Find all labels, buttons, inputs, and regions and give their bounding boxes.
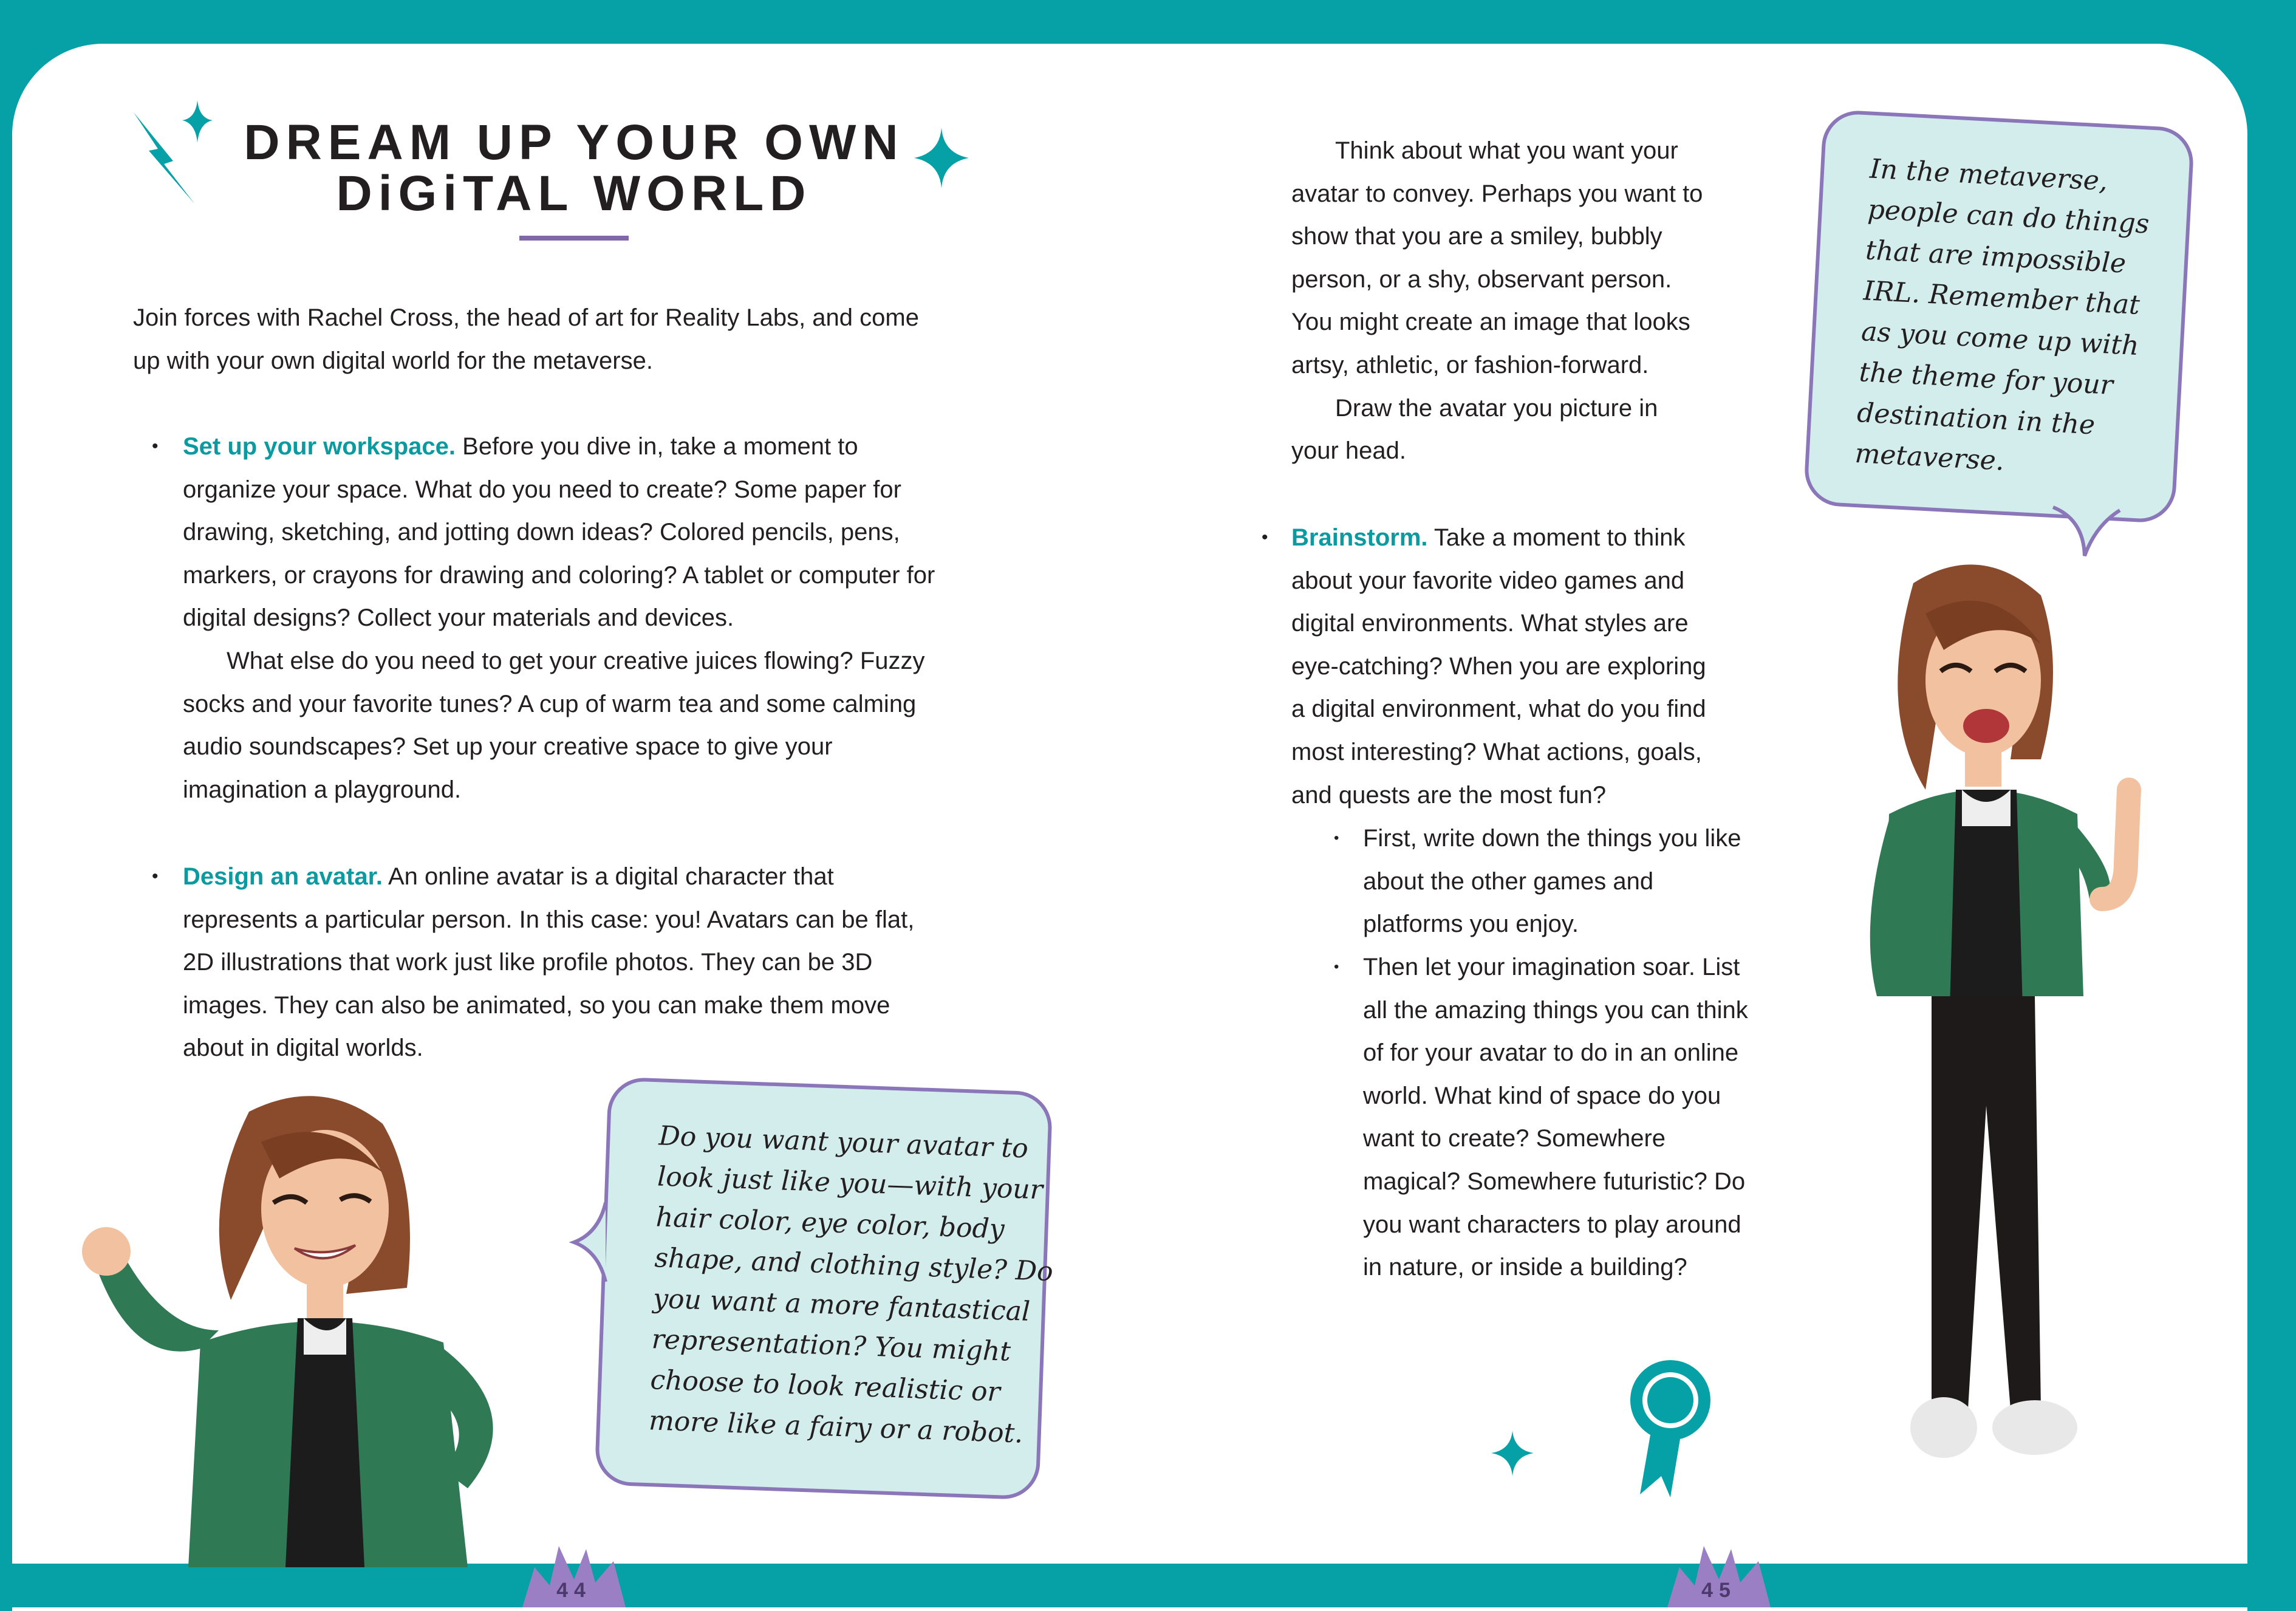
bullet-lead: Brainstorm.: [1291, 524, 1428, 551]
bullet-brainstorm: [1291, 516, 1706, 816]
text-line: Take a moment to think: [1427, 524, 1686, 551]
text-line: your head.: [1291, 437, 1407, 465]
text-line: First, write down the things you like: [1363, 825, 1741, 852]
text-line: 2D illustrations that work just like profile photos. They can be 3D: [183, 949, 873, 976]
text-line: you want characters to play around: [1363, 1211, 1741, 1238]
bullet: •: [152, 866, 159, 886]
text-line: Think about what you want your: [1335, 137, 1678, 164]
text-line: shape, and clothing style? Do: [654, 1242, 1054, 1288]
sparkle-icon: [1491, 1431, 1534, 1476]
sub-bullet: •: [1334, 959, 1339, 975]
sub-bullet-second: [1363, 946, 1748, 1289]
page-number: 45: [1701, 1579, 1737, 1602]
page-title: DREAM UP YOUR OWN: [244, 115, 904, 170]
text-line: artsy, athletic, or fashion-forward.: [1291, 351, 1649, 378]
text-line: In the metaverse,: [1869, 153, 2109, 197]
text-line: represents a particular person. In this case: you! Avatars can be flat,: [183, 906, 915, 933]
bullet-lead: Set up your workspace.: [183, 433, 456, 460]
text-line: you want a more fantastical: [652, 1283, 1031, 1327]
text-line: markers, or crayons for drawing and coloring? A tablet or computer for: [183, 561, 935, 589]
text-line: audio soundscapes? Set up your creative space to give your: [183, 733, 833, 761]
bullet-workspace: [183, 425, 935, 811]
bottom-band: [0, 1564, 2296, 1607]
text-line: destination in the: [1856, 397, 2096, 441]
text-line: that are impossible: [1865, 234, 2127, 279]
text-line: magical? Somewhere futuristic? Do: [1363, 1168, 1746, 1195]
text-line: Draw the avatar you picture in: [1335, 394, 1658, 422]
text-line: socks and your favorite tunes? A cup of warm tea and some calming: [183, 690, 917, 717]
bullet-lead: Design an avatar.: [183, 863, 383, 890]
text-line: drawing, sketching, and jotting down ideas? Colored pencils, pens,: [183, 519, 900, 546]
speech-bubble-tail: [2053, 507, 2120, 556]
sub-bullet: •: [1334, 830, 1339, 846]
text-line: Do you want your avatar to: [658, 1120, 1029, 1165]
text-line: all the amazing things you can think: [1363, 996, 1748, 1024]
text-line: want to create? Somewhere: [1363, 1125, 1666, 1152]
text-line: of for your avatar to do in an online: [1363, 1039, 1739, 1067]
bullet-avatar: [183, 855, 914, 1070]
text-line: digital environments. What styles are: [1291, 610, 1689, 637]
text-line: metaverse.: [1854, 437, 2006, 477]
intro-paragraph: [133, 296, 919, 382]
text-line: Before you dive in, take a moment to: [456, 433, 858, 460]
speech-bubble: [1803, 109, 2195, 524]
text-line: show that you are a smiley, bubbly: [1291, 223, 1662, 250]
text-line: about your favorite video games and: [1291, 567, 1685, 594]
text-line: What else do you need to get your creative juices flowing? Fuzzy: [227, 647, 925, 674]
avatar-character-illustration: [79, 1087, 565, 1567]
bullet: •: [1262, 527, 1268, 547]
text-line: images. They can also be animated, so you can make them move: [183, 991, 890, 1019]
speech-bubble: [594, 1076, 1053, 1500]
page-number: 44: [556, 1579, 592, 1602]
text-line: imagination a playground.: [183, 776, 462, 803]
text-line: Then let your imagination soar. List: [1363, 954, 1740, 980]
text-line: most interesting? What actions, goals,: [1291, 738, 1702, 765]
text-line: the theme for your: [1858, 357, 2114, 401]
text-line: platforms you enjoy.: [1363, 911, 1579, 938]
text-line: more like a fairy or a robot.: [648, 1405, 1024, 1449]
speech-bubble-tail: [574, 1203, 610, 1282]
text-line: up with your own digital world for the metaverse.: [133, 347, 653, 374]
text-line: Join forces with Rachel Cross, the head of art for Reality Labs, and come: [133, 304, 919, 331]
text-line: a digital environment, what do you find: [1291, 696, 1706, 723]
page-number-badge: [522, 1543, 626, 1607]
text-line: about the other games and: [1363, 867, 1654, 895]
award-ribbon-icon: [1628, 1358, 1713, 1497]
text-line: You might create an image that looks: [1291, 309, 1690, 336]
text-line: choose to look realistic or: [649, 1364, 1001, 1408]
avatar-paragraph: [1291, 129, 1703, 473]
text-line: about in digital worlds.: [183, 1035, 423, 1062]
page-number-badge: [1667, 1543, 1771, 1607]
text-line: avatar to convey. Perhaps you want to: [1291, 180, 1703, 207]
text-line: organize your space. What do you need to create? Some paper for: [183, 476, 901, 503]
text-line: in nature, or inside a building?: [1363, 1254, 1687, 1281]
text-line: people can do things: [1867, 194, 2150, 240]
text-line: person, or a shy, observant person.: [1291, 265, 1672, 293]
bullet: •: [152, 436, 159, 456]
text-line: as you come up with: [1860, 316, 2140, 362]
title-underline: [519, 236, 629, 241]
text-line: world. What kind of space do you: [1363, 1082, 1721, 1109]
text-line: representation? You might: [651, 1324, 1011, 1367]
text-line: hair color, eye color, body: [655, 1202, 1005, 1245]
sub-bullet-first: [1363, 817, 1741, 946]
page-title-line-2: DiGiTAL WORLD: [336, 166, 812, 221]
text-line: and quests are the most fun?: [1291, 781, 1607, 809]
text-line: An online avatar is a digital character that: [383, 863, 834, 890]
avatar-character-illustration: [1840, 559, 2205, 1488]
text-line: eye-catching? When you are exploring: [1291, 652, 1706, 680]
text-line: digital designs? Collect your materials and devices.: [183, 604, 734, 632]
text-line: IRL. Remember that: [1862, 275, 2141, 321]
text-line: look just like you—with your: [657, 1161, 1044, 1206]
